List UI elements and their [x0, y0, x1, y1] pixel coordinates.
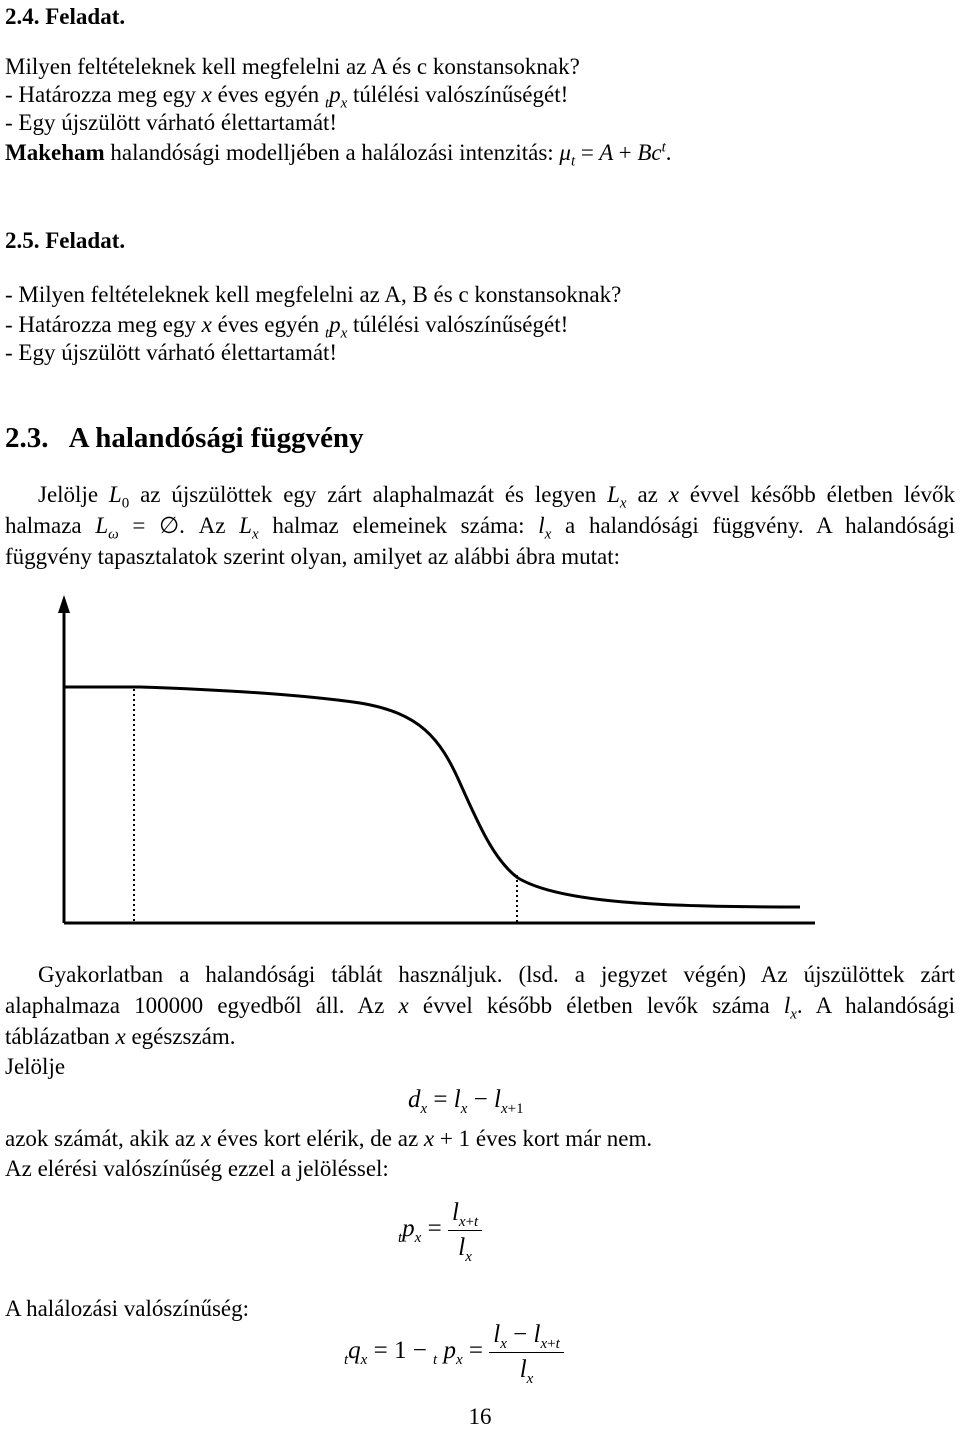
paragraph-2-line-4: Jelölje	[5, 1054, 66, 1079]
survival-curve	[64, 687, 800, 907]
task-2-4-line-1: Milyen feltételeknek kell megfelelni az A és c konstansoknak?	[5, 54, 580, 79]
task-2-4-line-3: - Egy újszülött várható élettartamát!	[5, 110, 338, 135]
task-2-5-line-3: - Egy újszülött várható élettartamát!	[5, 340, 338, 365]
section-title: 2.3. A halandósági függvény	[5, 422, 364, 454]
task-2-5-line-1: - Milyen feltételeknek kell megfelelni az A, B és c konstansoknak?	[5, 282, 622, 307]
paragraph-2-line-1: Gyakorlatban a halandósági táblát használjuk. (lsd. a jegyzet végén) Az újszülöttek zárt	[38, 962, 955, 987]
task-2-5-line-2: - Határozza meg egy x éves egyén $_tp_x$ túlélési valószínűségét!	[5, 312, 569, 342]
task-2-4-line-2: - Határozza meg egy x éves egyén $_tp_x$ túlélési valószínűségét!	[5, 82, 569, 112]
paragraph-2-line-2: alaphalmaza 100000 egyedből áll. Az x évvel később életben levők száma $l_x$. A halandósági	[5, 993, 955, 1023]
y-axis-arrowhead	[58, 595, 70, 613]
paragraph-1-line-3: függvény tapasztalatok szerint olyan, amilyet az alábbi ábra mutat:	[5, 544, 621, 569]
page-number: 16	[468, 1404, 492, 1429]
equation-dx: $d_x = l_x - l_{x+1}$	[408, 1086, 524, 1117]
equation-tpx: $_tp_x$ = $\frac{l_{x+t}}{l_x}$	[398, 1196, 482, 1265]
paragraph-1-line-1: Jelölje $L_0$ az újszülöttek egy zárt alaphalmazát és legyen $L_x$ az x évvel később életben lévők	[38, 482, 955, 512]
paragraph-1-line-2: halmaza $L_\omega$ = ∅. Az $L_x$ halmaz elemeinek száma: $l_x$ a halandósági függvény. A halandósági	[5, 513, 955, 543]
paragraph-2-line-3: táblázatban x egészszám.	[5, 1024, 236, 1049]
paragraph-3-line-2: Az elérési valószínűség ezzel a jelöléssel:	[5, 1156, 389, 1181]
task-2-5-title: 2.5. Feladat.	[5, 228, 126, 253]
paragraph-3-line-1: azok számát, akik az x éves kort elérik, de az x + 1 éves kort már nem.	[5, 1126, 653, 1151]
equation-tqx: $_tq_x = 1 - _t$ $p_x$ = $\frac{l_x - l_{x+t}}{l_x}$	[344, 1318, 564, 1387]
paragraph-4: A halálozási valószínűség:	[5, 1296, 249, 1321]
task-2-4-line-4: Makeham halandósági modelljében a halálozási intenzitás: $\mu_t = A + Bc^t$.	[5, 139, 672, 170]
survival-curve-figure	[40, 593, 820, 938]
task-2-4-title: 2.4. Feladat.	[5, 4, 126, 29]
